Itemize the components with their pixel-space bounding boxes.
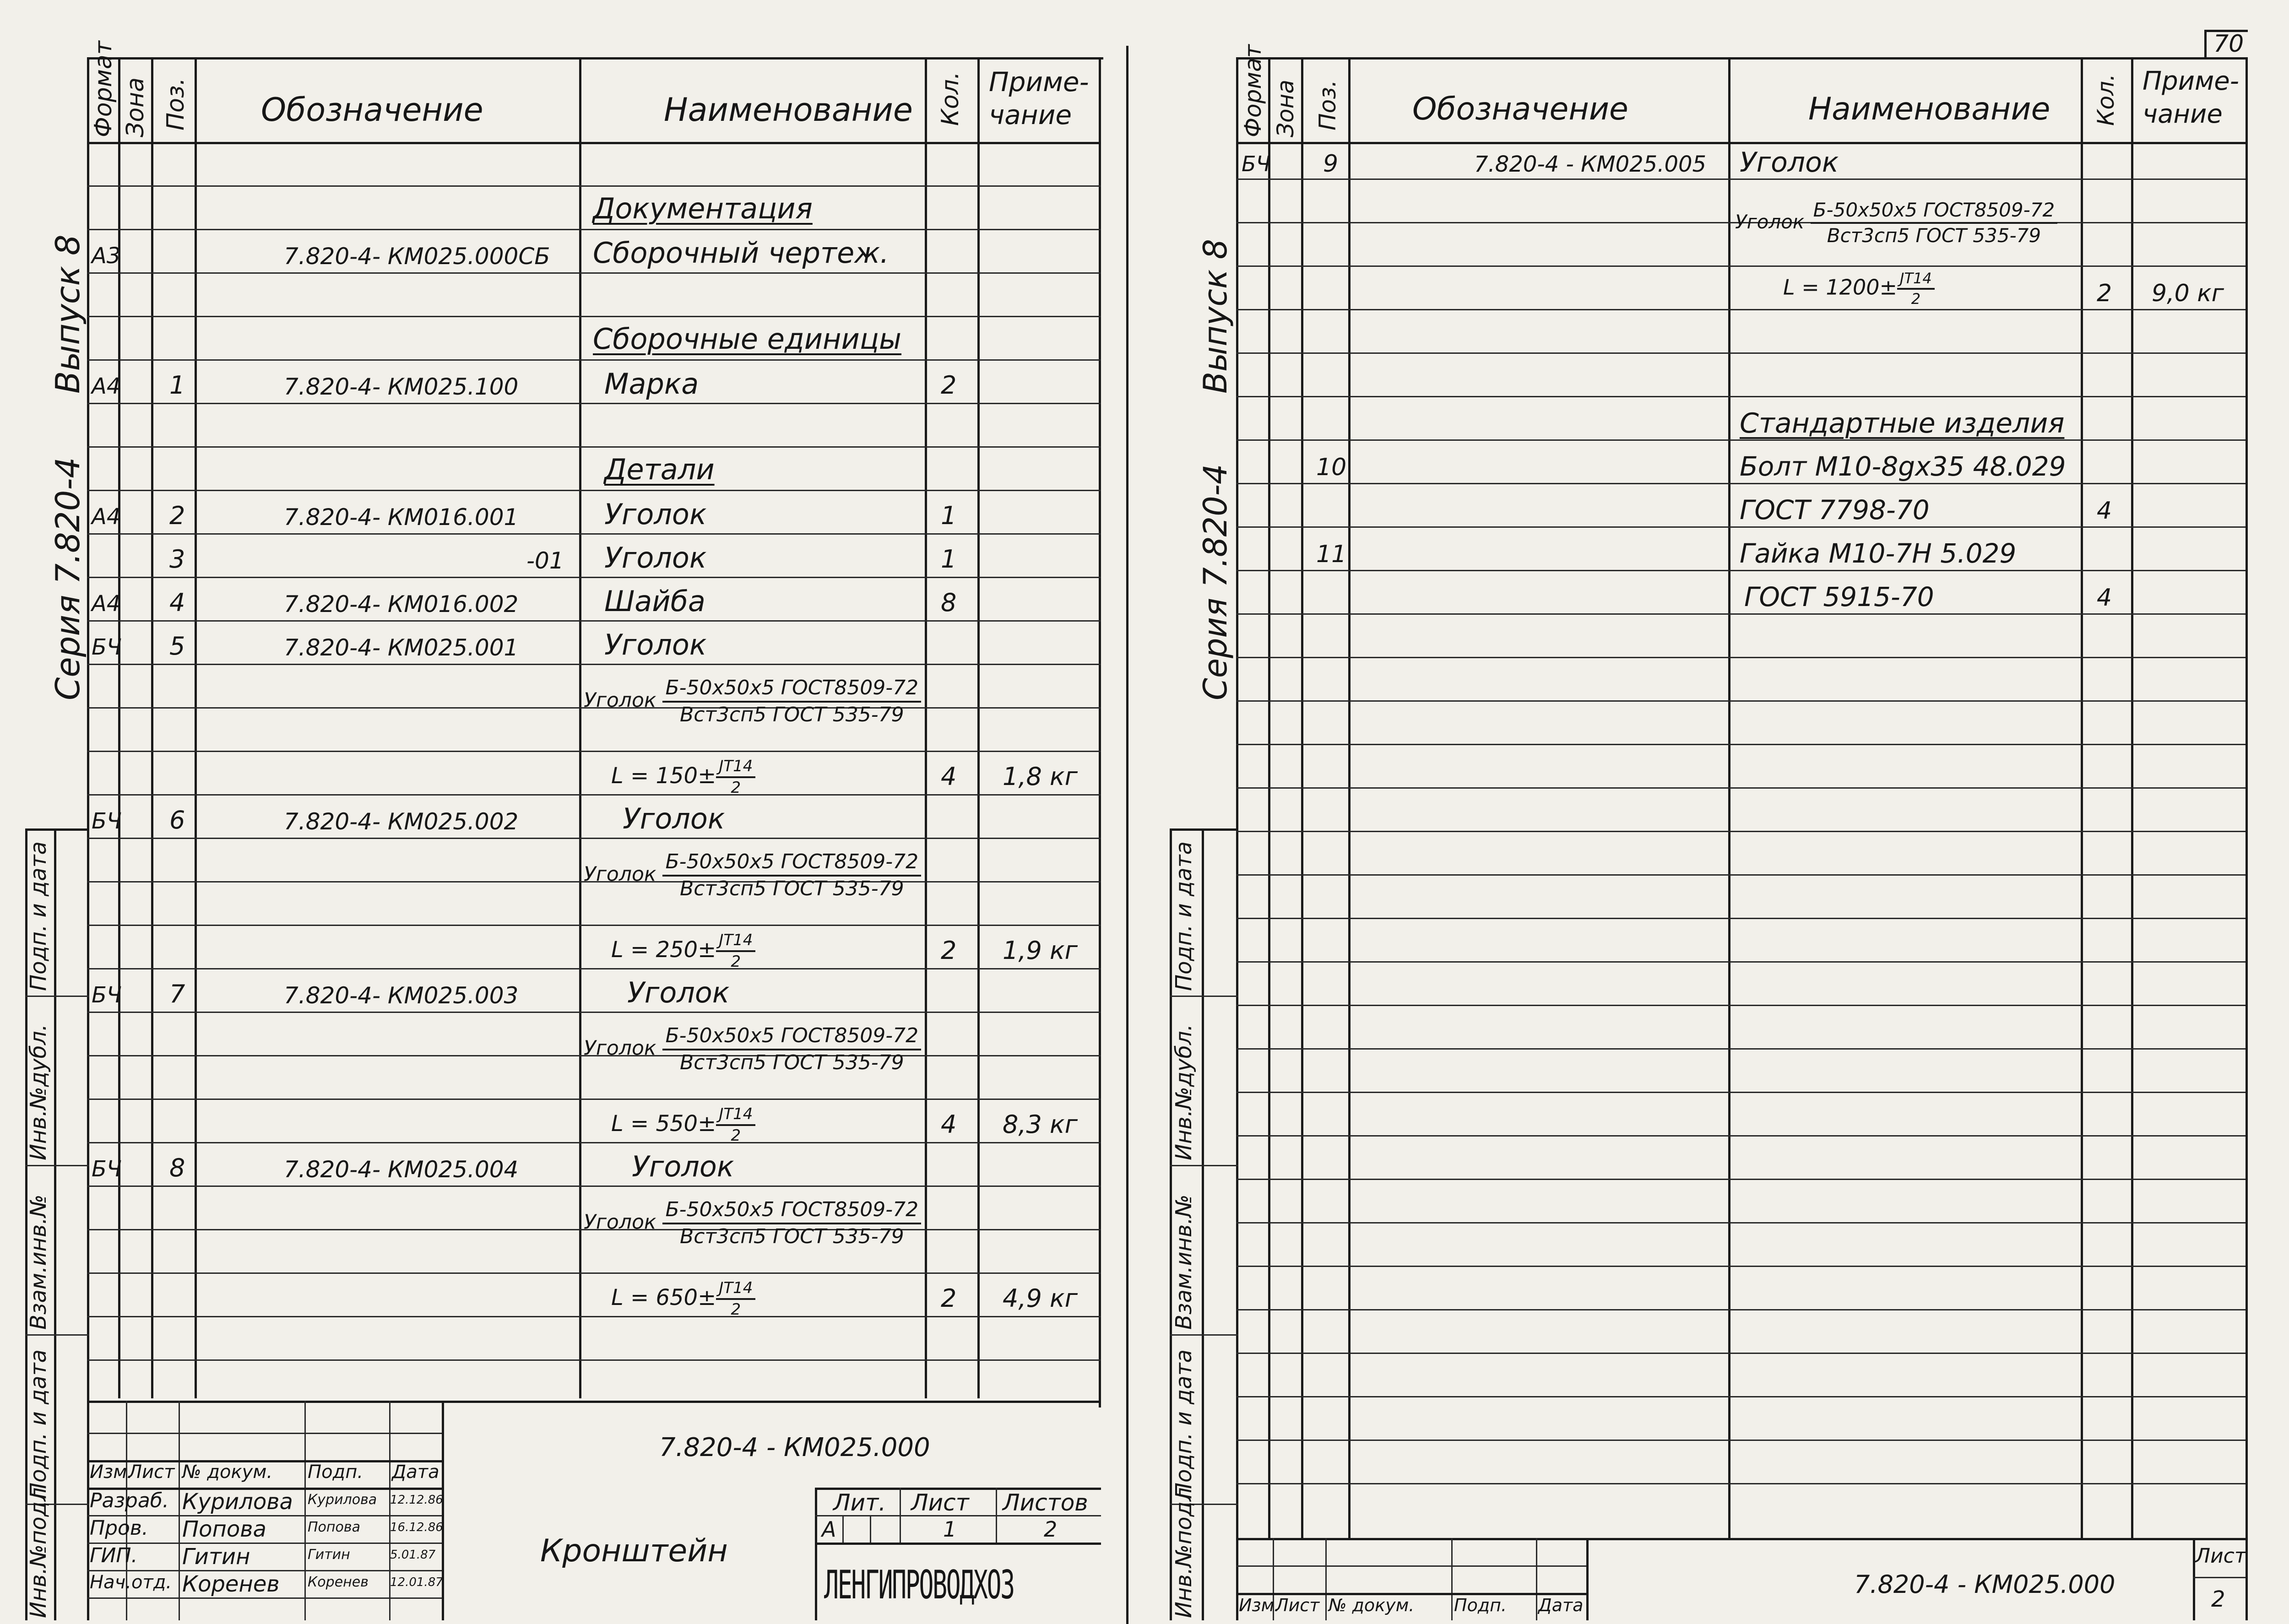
length-cell: L = 150± $\frac{JT14}{2}$ xyxy=(611,758,755,797)
cell-name: ГОСТ 5915-70 xyxy=(1744,581,1934,612)
row-line xyxy=(87,577,1101,578)
row-line xyxy=(1236,1353,2246,1354)
section-heading: Стандартные изделия xyxy=(1740,407,2065,439)
spec-profile: Б-50х50х5 ГОСТ8509-72 xyxy=(662,850,921,877)
spec-prefix: Уголок xyxy=(584,1036,656,1060)
cell-qty: 2 xyxy=(941,936,957,965)
row-line xyxy=(1236,309,2246,310)
header-zone: Зона xyxy=(122,77,149,137)
tb-date: 16.12.86 xyxy=(390,1521,443,1534)
cell-designation: 7.820-4- КМ025.000СБ xyxy=(284,243,550,270)
row-line xyxy=(87,403,1101,404)
tol-bottom: 2 xyxy=(731,1300,741,1319)
org-name: ЛЕНГИПРОВОДХОЗ xyxy=(824,1562,1014,1608)
tb-sheets: 2 xyxy=(1044,1517,1058,1542)
row-line xyxy=(87,838,1101,839)
header-format: Формат xyxy=(90,41,117,137)
row-line xyxy=(1236,613,2246,615)
stamp-strip-div xyxy=(1170,1165,1238,1166)
row-line xyxy=(1236,1092,2246,1093)
length-cell: L = 1200± $\frac{JT14}{2}$ xyxy=(1783,270,1935,308)
section-heading: Сборочные единицы xyxy=(593,322,902,356)
tb-sheet-label: Лист xyxy=(2195,1544,2246,1568)
cell-format: БЧ xyxy=(92,982,122,1008)
header-note-line2: чание xyxy=(2143,99,2223,129)
section-heading: Документация xyxy=(593,192,813,225)
sheet-separator xyxy=(1126,46,1128,1624)
cell-name: Шайба xyxy=(604,585,705,618)
cell-designation: 7.820-4- КМ025.001 xyxy=(284,634,519,661)
cell-pos: 5 xyxy=(169,632,185,660)
header-pos: Поз. xyxy=(162,77,190,130)
tb-col-data: Дата xyxy=(392,1462,439,1483)
cell-pos: 1 xyxy=(169,371,185,400)
tb-sign: Курилова xyxy=(308,1492,377,1508)
cell-name: Уголок xyxy=(604,628,707,661)
col-line xyxy=(1301,57,1303,1540)
header-note-line1: Приме- xyxy=(2143,66,2239,96)
tb-col-podp: Подп. xyxy=(308,1462,363,1483)
tb-col-list: Лист xyxy=(1275,1595,1320,1615)
cell-note: 1,8 кг xyxy=(1003,762,1078,791)
tb-date: 12.12.86 xyxy=(390,1493,443,1507)
tol-bottom: 2 xyxy=(731,1126,741,1145)
row-line xyxy=(1236,1179,2246,1180)
stamp-podp-data-2: Подп. и дата xyxy=(1171,1349,1197,1499)
cell-format: А3 xyxy=(92,243,121,269)
row-line xyxy=(1236,1005,2246,1006)
spec-prefix: Уголок xyxy=(584,1210,656,1234)
row-line xyxy=(1236,570,2246,571)
row-line xyxy=(87,446,1101,448)
page-number-box xyxy=(2204,30,2207,57)
cell-note: 4,9 кг xyxy=(1003,1284,1078,1313)
tb-role: Пров. xyxy=(90,1516,148,1540)
tb-sign: Гитин xyxy=(308,1547,350,1563)
tb-col xyxy=(1325,1538,1327,1620)
col-line xyxy=(579,57,581,1398)
tb-name: Гитин xyxy=(182,1544,250,1570)
row-line xyxy=(1236,700,2246,702)
row-line xyxy=(87,316,1101,317)
tb-lit-col xyxy=(996,1488,997,1543)
left-frame-top xyxy=(87,57,1103,60)
row-line xyxy=(1236,744,2246,745)
spec-cell xyxy=(584,677,921,726)
stamp-strip-div xyxy=(25,1165,89,1166)
cell-designation: 7.820-4- КМ016.002 xyxy=(284,591,519,617)
tb-role: ГИП. xyxy=(90,1544,138,1567)
length-cell: L = 250± $\frac{JT14}{2}$ xyxy=(611,931,755,971)
spec-profile: Б-50х50х5 ГОСТ8509-72 xyxy=(662,1024,921,1050)
header-name: Наименование xyxy=(1808,91,2050,127)
cell-pos: 9 xyxy=(1323,150,1339,178)
row-line xyxy=(87,794,1101,796)
row-line xyxy=(87,1316,1101,1317)
tb-name: Курилова xyxy=(182,1489,293,1515)
row-line xyxy=(87,968,1101,969)
tb-name: Коренев xyxy=(182,1571,280,1597)
cell-designation: 7.820-4- КМ025.002 xyxy=(284,808,519,835)
tb-row xyxy=(87,1597,442,1599)
tb-row xyxy=(87,1433,442,1434)
spec-steel: Вст3сп5 ГОСТ 535-79 xyxy=(680,1050,904,1074)
titleblock-top xyxy=(1236,1538,2246,1540)
tb-col-ndoc: № докум. xyxy=(182,1462,273,1483)
tb-col xyxy=(1451,1538,1453,1620)
section-heading: Детали xyxy=(604,453,715,486)
spec-cell xyxy=(584,1024,921,1074)
cell-name: Гайка М10-7Н 5.029 xyxy=(1740,538,2017,569)
row-line xyxy=(87,272,1101,274)
row-line xyxy=(1236,1483,2246,1484)
cell-qty: 4 xyxy=(941,1110,957,1139)
length-cell: L = 550± $\frac{JT14}{2}$ xyxy=(611,1105,755,1145)
cell-pos: 4 xyxy=(169,588,185,617)
header-designation: Обозначение xyxy=(1412,91,1628,127)
cell-name: Уголок xyxy=(623,802,725,835)
tb-sheet: 1 xyxy=(943,1517,957,1542)
row-line xyxy=(87,751,1101,752)
row-line xyxy=(1236,961,2246,963)
tol-bottom: 2 xyxy=(731,953,741,971)
stamp-inv-podl: Инв.№подл xyxy=(1171,1487,1197,1618)
cell-format: А4 xyxy=(92,374,121,399)
cell-name: Уголок xyxy=(604,541,707,574)
row-line xyxy=(87,1359,1101,1361)
stamp-vzam-inv: Взам.инв.№ xyxy=(26,1194,51,1330)
cell-qty: 2 xyxy=(2097,280,2112,307)
tb-col-ndoc: № докум. xyxy=(1329,1595,1415,1615)
row-line xyxy=(1236,439,2246,441)
tb-role: Нач.отд. xyxy=(90,1572,172,1593)
row-line xyxy=(87,229,1101,230)
row-line xyxy=(87,1186,1101,1187)
cell-name: Уголок xyxy=(604,498,707,531)
header-note-line1: Приме- xyxy=(989,66,1089,97)
spec-prefix: Уголок xyxy=(584,688,656,712)
col-line xyxy=(1348,57,1351,1540)
spec-steel: Вст3сп5 ГОСТ 535-79 xyxy=(680,703,904,726)
col-line xyxy=(151,57,153,1398)
stamp-inv-dubl: Инв.№дубл. xyxy=(26,1024,51,1160)
tb-sign: Попова xyxy=(308,1519,360,1535)
tb-sheet-label: Лист xyxy=(911,1489,969,1516)
length-value: L = 150 xyxy=(611,763,698,789)
tb-row xyxy=(1236,1565,1586,1567)
cell-qty: 1 xyxy=(941,545,957,574)
length-value: L = 550 xyxy=(611,1111,698,1137)
spec-steel: Вст3сп5 ГОСТ 535-79 xyxy=(680,877,904,900)
row-line xyxy=(1236,1396,2246,1397)
spec-profile: Б-50х50х5 ГОСТ8509-72 xyxy=(662,677,921,703)
col-line xyxy=(2131,57,2133,1540)
tb-col xyxy=(1536,1538,1537,1620)
header-line xyxy=(1236,142,2248,144)
cell-name: Уголок xyxy=(627,976,730,1009)
tb-lit-label: Лит. xyxy=(833,1489,886,1516)
spec-steel: Вст3сп5 ГОСТ 535-79 xyxy=(1827,224,2041,247)
cell-qty: 2 xyxy=(941,1284,957,1313)
tol-top: JT14 xyxy=(716,1105,755,1126)
stamp-strip-div xyxy=(25,1334,89,1336)
side-series-left: Серия 7.820-4 xyxy=(49,457,87,700)
row-line xyxy=(87,1142,1101,1143)
page-number-box xyxy=(2204,30,2248,32)
tol-top: JT14 xyxy=(716,758,755,778)
tb-lit-row xyxy=(815,1543,1101,1545)
side-issue-left: Выпуск 8 xyxy=(49,234,87,394)
row-line xyxy=(87,490,1101,491)
stamp-strip-line xyxy=(54,828,56,1620)
cell-name: Марка xyxy=(604,367,699,401)
drawing-title: Кронштейн xyxy=(540,1533,728,1569)
col-line xyxy=(977,57,980,1398)
cell-format: БЧ xyxy=(92,808,122,834)
stamp-vzam-inv: Взам.инв.№ xyxy=(1171,1194,1197,1330)
row-line xyxy=(87,359,1101,361)
tb-lit-col xyxy=(870,1515,871,1543)
header-format: Формат xyxy=(1240,44,1266,137)
cell-pos: 7 xyxy=(169,980,185,1008)
row-line xyxy=(87,1272,1101,1274)
cell-designation: 7.820-4- КМ025.003 xyxy=(284,982,519,1009)
tb-sign: Коренев xyxy=(308,1574,369,1590)
row-line xyxy=(1236,396,2246,397)
right-frame-top xyxy=(1236,57,2248,60)
tol-top: JT14 xyxy=(716,931,755,952)
header-qty: Кол. xyxy=(937,71,964,126)
header-designation: Обозначение xyxy=(261,91,483,129)
stamp-podp-data-1: Подп. и дата xyxy=(1171,841,1197,991)
tol-top: JT14 xyxy=(716,1279,755,1300)
tb-sheets-label: Листов xyxy=(1003,1489,1088,1516)
header-line xyxy=(87,142,1101,144)
stamp-strip-div xyxy=(25,996,89,997)
tb-row xyxy=(2193,1577,2246,1578)
spec-steel: Вст3сп5 ГОСТ 535-79 xyxy=(680,1224,904,1248)
col-line xyxy=(2081,57,2083,1540)
header-zone: Зона xyxy=(1272,80,1299,137)
row-line xyxy=(1236,1135,2246,1137)
cell-qty: 4 xyxy=(2097,497,2112,525)
cell-format: БЧ xyxy=(1242,152,1271,176)
row-line xyxy=(1236,657,2246,658)
row-line xyxy=(87,925,1101,926)
tb-lit-col xyxy=(900,1488,901,1543)
tb-row xyxy=(87,1543,442,1544)
stamp-strip-div xyxy=(1170,996,1238,997)
col-line xyxy=(1268,57,1270,1540)
row-line xyxy=(87,185,1101,187)
row-line xyxy=(87,620,1101,622)
cell-pos: 11 xyxy=(1316,541,1347,568)
row-line xyxy=(1236,265,2246,267)
row-line xyxy=(1236,918,2246,919)
stamp-podp-data-2: Подп. и дата xyxy=(26,1349,51,1499)
row-line xyxy=(1236,352,2246,354)
col-line xyxy=(1728,57,1730,1540)
col-line xyxy=(195,57,197,1398)
side-series-right: Серия 7.820-4 xyxy=(1197,464,1234,700)
tb-lit-col xyxy=(842,1515,844,1543)
cell-qty: 8 xyxy=(941,588,957,617)
spec-cell xyxy=(584,850,921,900)
row-line xyxy=(1236,1309,2246,1310)
cell-qty: 4 xyxy=(941,762,957,791)
row-line xyxy=(1236,1440,2246,1441)
stamp-strip-line xyxy=(1202,828,1204,1620)
header-pos: Поз. xyxy=(1314,80,1341,130)
tb-role: Разраб. xyxy=(90,1489,169,1512)
row-line xyxy=(1236,1266,2246,1267)
cell-format: БЧ xyxy=(92,1156,122,1182)
stamp-inv-dubl: Инв.№дубл. xyxy=(1171,1024,1197,1160)
cell-pos: 2 xyxy=(169,501,185,530)
row-line xyxy=(1236,483,2246,484)
stamp-podp-data-1: Подп. и дата xyxy=(26,841,51,991)
cell-name: Болт М10-8gх35 48.029 xyxy=(1740,451,2066,482)
stamp-strip-top xyxy=(1170,828,1238,831)
length-cell: L = 650± $\frac{JT14}{2}$ xyxy=(611,1279,755,1319)
spec-prefix: Уголок xyxy=(1735,210,1805,233)
row-line xyxy=(87,664,1101,665)
tb-col-podp: Подп. xyxy=(1454,1595,1507,1615)
tb-col-list: Лист xyxy=(128,1462,175,1483)
tb-col-izm: Изм. xyxy=(90,1462,133,1483)
cell-qty: 2 xyxy=(941,371,957,400)
cell-note: 9,0 кг xyxy=(2152,280,2224,307)
cell-name: Сборочный чертеж. xyxy=(593,236,889,270)
tb-divider xyxy=(1586,1538,1589,1620)
cell-note: 1,9 кг xyxy=(1003,936,1078,965)
cell-designation: -01 xyxy=(526,547,564,574)
row-line xyxy=(1236,831,2246,832)
cell-format: БЧ xyxy=(92,634,122,660)
tb-lit: А xyxy=(822,1517,836,1542)
spec-profile: Б-50х50х5 ГОСТ8509-72 xyxy=(1811,199,2058,224)
tb-lit-divider xyxy=(815,1488,817,1620)
cell-designation: 7.820-4 - КМ025.005 xyxy=(1474,152,1707,177)
left-frame-right xyxy=(1099,57,1101,1407)
right-frame-right xyxy=(2246,57,2248,1620)
cell-name: Уголок xyxy=(632,1150,734,1183)
row-line xyxy=(87,533,1101,535)
tb-name: Попова xyxy=(182,1516,266,1542)
tb-sheet: 2 xyxy=(2211,1586,2225,1612)
length-value: L = 1200 xyxy=(1783,275,1880,300)
cell-format: А4 xyxy=(92,591,121,617)
spec-profile: Б-50х50х5 ГОСТ8509-72 xyxy=(662,1198,921,1224)
cell-pos: 3 xyxy=(169,545,185,574)
spec-cell xyxy=(1735,199,2057,247)
row-line xyxy=(1236,179,2246,180)
spec-prefix: Уголок xyxy=(584,862,656,886)
cell-name: Уголок xyxy=(1740,146,1839,179)
row-line xyxy=(87,1099,1101,1100)
cell-designation: 7.820-4- КМ016.001 xyxy=(284,504,519,531)
tb-date: 5.01.87 xyxy=(390,1548,436,1562)
row-line xyxy=(1236,874,2246,876)
tol-bottom: 2 xyxy=(1911,290,1921,308)
cell-name: ГОСТ 7798-70 xyxy=(1740,494,1930,525)
cell-pos: 8 xyxy=(169,1153,185,1182)
page-number: 70 xyxy=(2213,30,2244,58)
header-note-line2: чание xyxy=(989,99,1072,130)
right-frame-outer xyxy=(1236,57,1238,1620)
tb-date: 12.01.87 xyxy=(390,1575,443,1589)
cell-designation: 7.820-4- КМ025.004 xyxy=(284,1156,519,1183)
side-issue-right: Выпуск 8 xyxy=(1197,238,1234,394)
row-line xyxy=(1236,526,2246,528)
header-name: Наименование xyxy=(664,91,913,129)
tb-col-izm: Изм. xyxy=(1239,1595,1280,1615)
row-line xyxy=(87,1012,1101,1013)
header-qty: Кол. xyxy=(2093,74,2119,126)
row-line xyxy=(1236,787,2246,789)
tb-col-data: Дата xyxy=(1538,1595,1584,1615)
col-line xyxy=(925,57,927,1398)
cell-note: 8,3 кг xyxy=(1003,1110,1078,1139)
stamp-strip-top xyxy=(25,828,89,831)
row-line xyxy=(1236,1048,2246,1050)
titleblock-top xyxy=(87,1401,1101,1403)
cell-pos: 10 xyxy=(1316,454,1347,481)
cell-format: А4 xyxy=(92,504,121,530)
spec-cell xyxy=(584,1198,921,1248)
stamp-strip-div xyxy=(1170,1334,1238,1336)
tol-top: JT14 xyxy=(1897,270,1935,290)
doc-code: 7.820-4 - КМ025.000 xyxy=(1854,1570,2115,1599)
cell-pos: 6 xyxy=(169,806,185,834)
cell-designation: 7.820-4- КМ025.100 xyxy=(284,374,519,400)
cell-qty: 1 xyxy=(941,501,957,530)
cell-qty: 4 xyxy=(2097,584,2112,612)
doc-code: 7.820-4 - КМ025.000 xyxy=(659,1433,930,1462)
stamp-inv-podl: Инв.№подл xyxy=(26,1487,51,1618)
row-line xyxy=(1236,1222,2246,1223)
length-value: L = 250 xyxy=(611,937,698,963)
length-value: L = 650 xyxy=(611,1285,698,1311)
tol-bottom: 2 xyxy=(731,779,741,797)
